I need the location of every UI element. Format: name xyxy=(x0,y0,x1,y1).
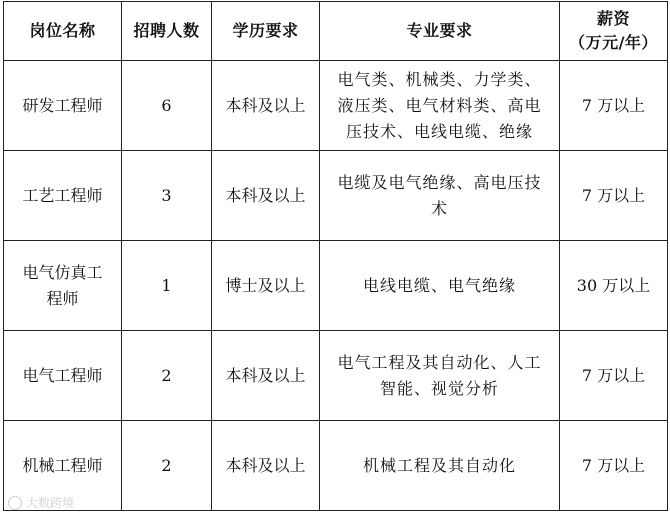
header-salary xyxy=(560,2,668,61)
table-row xyxy=(4,61,668,151)
header-position: 岗位名称 xyxy=(4,2,122,61)
cell-major-line: 机械工程及其自动化 xyxy=(362,455,516,475)
cell-position: 机械工程师 xyxy=(4,421,122,511)
cell-position: 电气工程师 xyxy=(4,331,122,421)
cell-position: 研发工程师 xyxy=(4,61,122,151)
cell-major-line: 电气类、机械类、力学类、 xyxy=(337,69,542,89)
cell-salary: 7 万以上 xyxy=(560,61,668,151)
cell-major-line: 电气工程及其自动化、人工 xyxy=(337,352,542,372)
header-education: 学历要求 xyxy=(212,2,320,61)
cell-position xyxy=(4,241,122,331)
header-major: 专业要求 xyxy=(320,2,560,61)
cell-major-line: 压技术、电线电缆、绝缘 xyxy=(345,121,533,141)
cell-major-line: 液压类、电气材料类、高电 xyxy=(337,95,542,115)
cell-education: 本科及以上 xyxy=(212,421,320,511)
recruitment-table xyxy=(3,1,668,511)
cell-education: 本科及以上 xyxy=(212,331,320,421)
cell-major xyxy=(320,331,560,421)
header-salary-line2: （万元/年） xyxy=(569,33,658,52)
table-row xyxy=(4,421,668,511)
cell-salary: 7 万以上 xyxy=(560,421,668,511)
cell-position-line: 电气仿真工 xyxy=(22,262,103,282)
cell-salary: 30 万以上 xyxy=(560,241,668,331)
header-count: 招聘人数 xyxy=(122,2,212,61)
cell-count: 3 xyxy=(122,151,212,241)
cell-education: 本科及以上 xyxy=(212,151,320,241)
cell-major xyxy=(320,61,560,151)
cell-major xyxy=(320,421,560,511)
cell-major xyxy=(320,151,560,241)
watermark-text: 大数跨境 xyxy=(26,496,75,510)
cell-count: 1 xyxy=(122,241,212,331)
cell-major xyxy=(320,241,560,331)
cell-position-line: 程师 xyxy=(46,288,79,308)
cell-major-line: 术 xyxy=(430,198,448,218)
cell-count: 2 xyxy=(122,421,212,511)
table-row xyxy=(4,241,668,331)
table-row xyxy=(4,331,668,421)
table-header-row xyxy=(4,2,668,61)
cell-education: 博士及以上 xyxy=(212,241,320,331)
cell-major-line: 电线电缆、电气绝缘 xyxy=(362,275,516,295)
cell-major-line: 智能、视觉分析 xyxy=(379,378,499,398)
cell-salary: 7 万以上 xyxy=(560,151,668,241)
header-salary-line1: 薪资 xyxy=(596,9,630,28)
cell-count: 6 xyxy=(122,61,212,151)
cell-salary: 7 万以上 xyxy=(560,331,668,421)
cell-position: 工艺工程师 xyxy=(4,151,122,241)
table-row xyxy=(4,151,668,241)
cell-education: 本科及以上 xyxy=(212,61,320,151)
cell-major-line: 电缆及电气绝缘、高电压技 xyxy=(337,172,542,192)
cell-count: 2 xyxy=(122,331,212,421)
